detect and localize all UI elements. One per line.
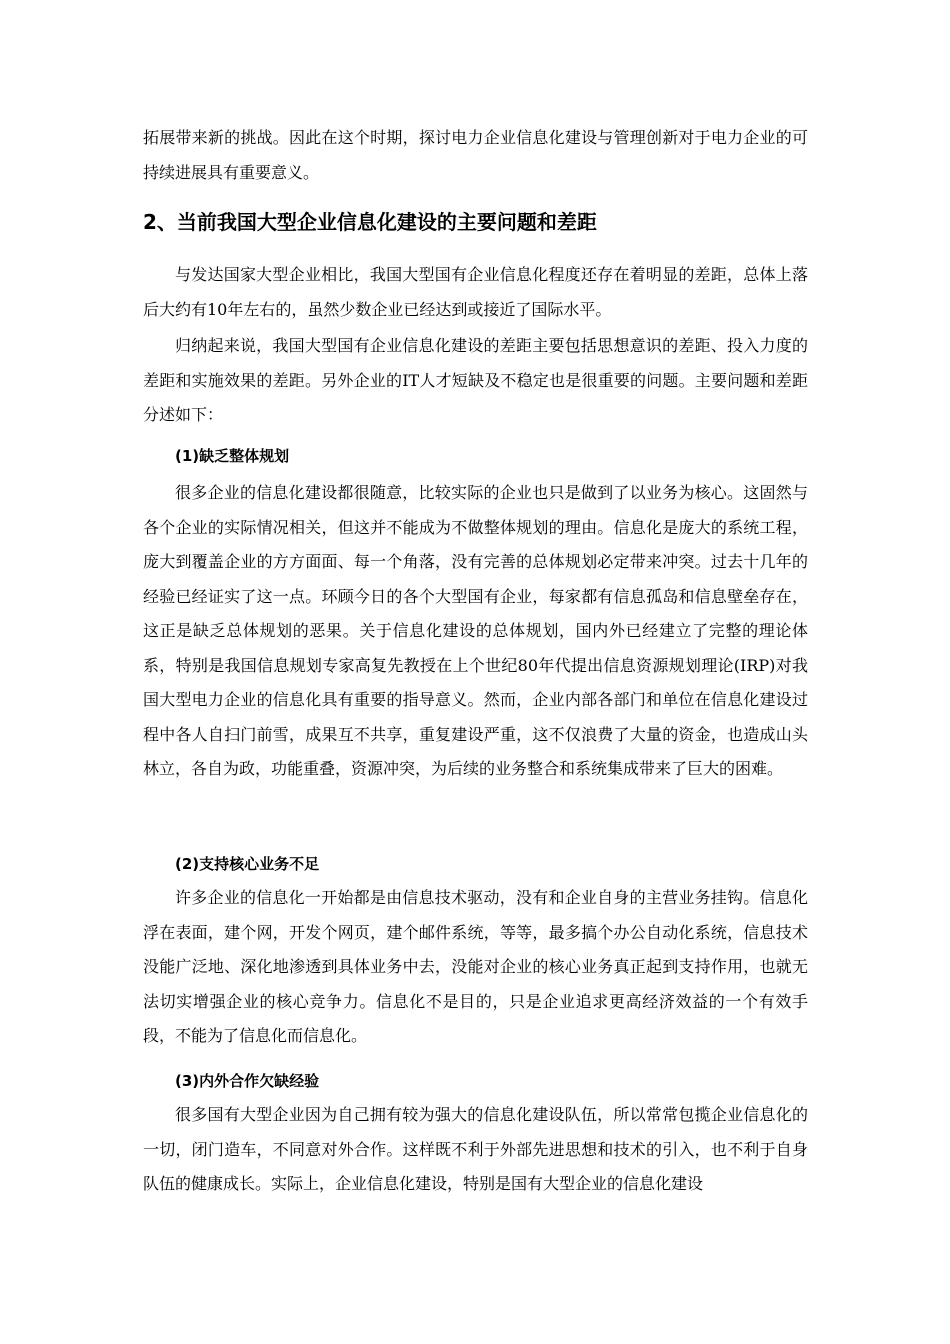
section-heading: 2、当前我国大型企业信息化建设的主要问题和差距 xyxy=(143,210,597,234)
subheading-1: (1)缺乏整体规划 xyxy=(175,447,290,465)
paragraph-2: 归纳起来说，我国大型国有企业信息化建设的差距主要包括思想意识的差距、投入力度的差距和实施效果的差距。另外企业的IT人才短缺及不稳定也是很重要的问题。主要问题和差距分述如下： xyxy=(143,336,808,424)
paragraph-1: 与发达国家大型企业相比，我国大型国有企业信息化程度还存在着明显的差距，总体上落后大约有10年左右的，虽然少数企业已经达到或接近了国际水平。 xyxy=(143,265,808,319)
subheading-2: (2)支持核心业务不足 xyxy=(175,855,320,873)
intro-paragraph: 拓展带来新的挑战。因此在这个时期，探讨电力企业信息化建设与管理创新对于电力企业的可持续进展具有重要意义。 xyxy=(143,128,808,182)
paragraph-4: 许多企业的信息化一开始都是由信息技术驱动，没有和企业自身的主营业务挂钩。信息化浮在表面，建个网，开发个网页，建个邮件系统，等等，最多搞个办公自动化系统，信息技术没能广泛地、深化地渗透到具体业务中去，没能对企业的核心业务真正起到支持作用，也就无法切实增强企业的核心竞争力。信息化不是目的，只是企业追求更高经济效益的一个有效手段，不能为了信息化而信息化。 xyxy=(143,888,808,1045)
subheading-3: (3)内外合作欠缺经验 xyxy=(175,1072,320,1090)
paragraph-3: 很多企业的信息化建设都很随意，比较实际的企业也只是做到了以业务为核心。这固然与各个企业的实际情况相关，但这并不能成为不做整体规划的理由。信息化是庞大的系统工程，庞大到覆盖企业的方方面面、每一个角落，没有完善的总体规划必定带来冲突。过去十几年的经验已经证实了这一点。环顾今日的各个大型国有企业，每家都有信息孤岛和信息壁垒存在，这正是缺乏总体规划的恶果。关于信息化建设的总体规划，国内外已经建立了完整的理论体系，特别是我国信息规划专家高复先教授在上个世纪80年代提出信息资源规划理论(IRP)对我国大型电力企业的信息化具有重要的指导意义。然而，企业内部各部门和单位在信息化建设过程中各人自扫门前雪，成果互不共享，重复建设严重，这不仅浪费了大量的资金，也造成山头林立，各自为政，功能重叠，资源冲突，为后续的业务整合和系统集成带来了巨大的困难。 xyxy=(143,483,808,778)
paragraph-5: 很多国有大型企业因为自己拥有较为强大的信息化建设队伍，所以常常包揽企业信息化的一切，闭门造车，不同意对外合作。这样既不利于外部先进思想和技术的引入，也不利于自身队伍的健康成长。实际上，企业信息化建设，特别是国有大型企业的信息化建设 xyxy=(143,1105,808,1193)
